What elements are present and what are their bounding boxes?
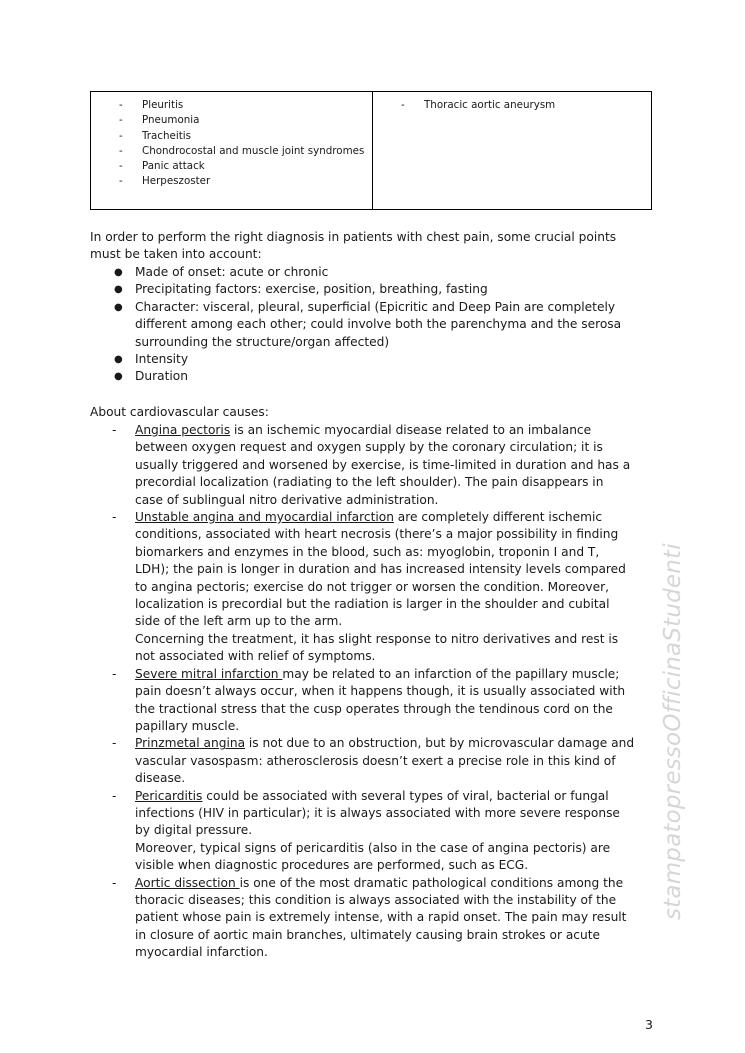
section-heading: About cardiovascular causes: (90, 405, 269, 419)
list-item (90, 299, 650, 351)
criteria-list (90, 264, 650, 386)
causes-table (90, 91, 652, 210)
item-text: Pleuritis (142, 99, 184, 111)
dash-marker: - (112, 666, 117, 681)
table-cell-left (91, 92, 373, 209)
item-text: Herpeszoster (142, 175, 211, 188)
cause-term: Pericarditis (135, 788, 203, 803)
item-text: Chondrocostal and muscle joint syndromes (142, 144, 365, 157)
table-cell-right (373, 92, 651, 209)
dash-marker: - (112, 788, 117, 803)
list-item (91, 144, 372, 159)
bullet-marker: ● (114, 301, 123, 313)
cause-term: Angina pectoris (135, 423, 231, 437)
dash-marker: - (119, 114, 123, 127)
cause-extra: Concerning the treatment, it has slight response to nitro derivatives and rest is not associated with relief of symptoms. (135, 631, 619, 664)
list-item (90, 281, 650, 298)
watermark-text: stampatopressoOfficinaStudenti (660, 543, 686, 920)
cause-description: is an ischemic myocardial disease related to an imbalance between oxygen request and oxygen supply by the coronary circulation; it is usually triggered and worsened by exercise, is time-limited in duration and has a precordial localization (radiating to the left shoulder). The pain disappears in case of sublingual nitro derivative administration. (135, 423, 631, 507)
watermark (612, 540, 686, 920)
list-item (90, 422, 635, 509)
dash-marker: - (119, 129, 123, 142)
item-text: Thoracic aortic aneurysm (424, 99, 556, 111)
dash-marker: - (112, 736, 117, 751)
cause-term: Severe mitral infarction (135, 666, 283, 681)
cause-description: is not due to an obstruction, but by microvascular damage and vascular vasospasm: atherosclerosis doesn’t exert a precise role in this kind of disease. (135, 736, 635, 786)
dash-marker: - (112, 510, 117, 525)
list-item (90, 368, 650, 385)
dash-marker: - (119, 144, 123, 157)
list-item (91, 98, 372, 113)
cause-description: is one of the most dramatic pathological conditions among the thoracic diseases; this condition is always associated with the instability of the patient whose pain is extremely intense, with a rapid onset. The pain may result in closure of aortic main branches, ultimately causing brain strokes or acute myocardial infarction. (135, 875, 627, 960)
item-text: Tracheitis (142, 129, 191, 142)
list-item (91, 113, 372, 128)
cause-description: are completely different ischemic conditions, associated with heart necrosis (there’s a major possibility in finding biomarkers and enzymes in the blood, such as: myoglobin, troponin I and T, LDH); the pain is longer in duration and has increased intensity levels compared to angina pectoris; exercise do not trigger or worsen the condition. Moreover, localization is precordial but the radiation is larger in the shoulder and cubital side of the left arm up to the arm. (135, 510, 626, 629)
cause-term: Aortic dissection (135, 875, 240, 890)
list-item (91, 174, 372, 189)
item-text: Pneumonia (142, 114, 200, 127)
dash-marker: - (119, 175, 123, 188)
list-item (90, 788, 635, 875)
intro-paragraph: In order to perform the right diagnosis in patients with chest pain, some crucial points must be taken into account: (90, 230, 617, 262)
cause-term: Unstable angina and myocardial infarction (135, 510, 394, 525)
dash-marker: - (112, 423, 117, 437)
list-item (90, 509, 635, 666)
item-text: Precipitating factors: exercise, position, breathing, fasting (135, 282, 488, 297)
item-text: Character: visceral, pleural, superficial (Epicritic and Deep Pain are completely different among each other; could involve both the parenchyma and the serosa surrounding the structure/organ affected) (135, 299, 622, 349)
page-number: 3 (645, 1017, 653, 1032)
list-item (91, 159, 372, 174)
list-item (373, 98, 651, 113)
bullet-marker: ● (114, 267, 123, 278)
cause-extra: Moreover, typical signs of pericarditis (also in the case of angina pectoris) are visible when diagnostic procedures are performed, such as ECG. (135, 840, 611, 873)
list-item (90, 351, 650, 368)
cause-description: could be associated with several types of viral, bacterial or fungal infections (HIV in particular); it is always associated with more severe response by digital pressure. (135, 788, 620, 838)
item-text: Panic attack (142, 160, 205, 173)
list-item (90, 264, 650, 281)
list-item (91, 129, 372, 144)
left-cause-list (91, 98, 372, 190)
cardiovascular-causes-list (90, 422, 635, 962)
list-item (90, 735, 635, 787)
bullet-marker: ● (114, 284, 123, 296)
list-item (90, 666, 635, 736)
cause-description: may be related to an infarction of the papillary muscle; pain doesn’t always occur, when it happens though, it is usually associated with the tractional stress that the cusp operates through the tendinous cord on the papillary muscle. (135, 666, 626, 733)
bullet-marker: ● (114, 371, 123, 383)
list-item (90, 875, 635, 962)
dash-marker: - (112, 875, 117, 890)
dash-marker: - (119, 160, 123, 173)
right-cause-list (373, 98, 651, 113)
dash-marker: - (119, 99, 123, 111)
item-text: Duration (135, 369, 188, 384)
item-text: Intensity (135, 352, 189, 367)
cause-term: Prinzmetal angina (135, 736, 246, 751)
bullet-marker: ● (114, 354, 123, 366)
dash-marker: - (401, 99, 405, 111)
item-text: Made of onset: acute or chronic (135, 265, 329, 279)
